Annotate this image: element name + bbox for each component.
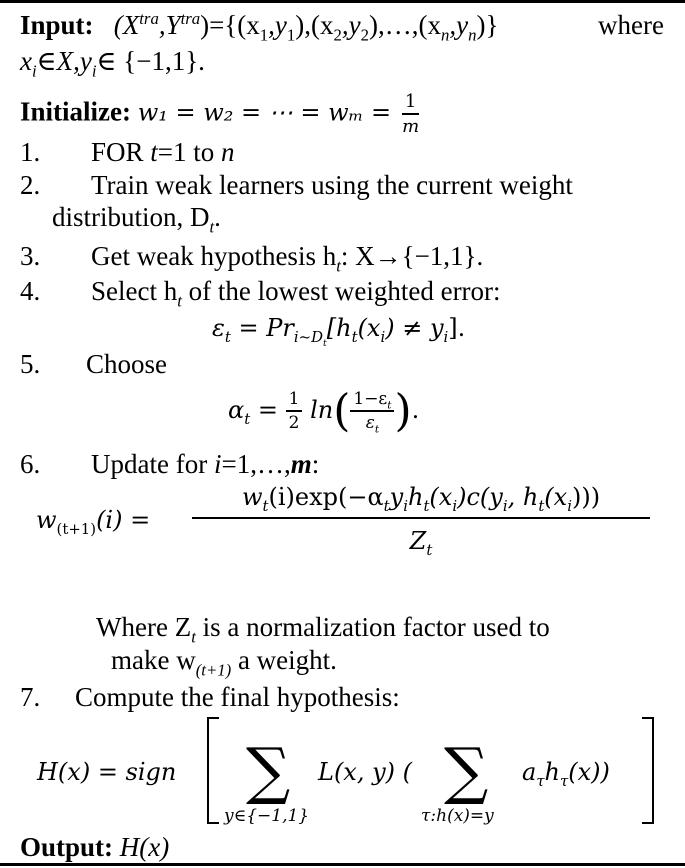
- step-3-number: 3.: [20, 241, 41, 271]
- sum-1-lower-limit: y∈{−1,1}: [224, 806, 310, 826]
- input-label: Input:: [20, 10, 94, 40]
- step-6-text: Update for i=1,…,m:: [91, 449, 320, 479]
- output-label: Output:: [20, 832, 114, 862]
- step-2-number: 2.: [20, 170, 41, 200]
- step-6-numerator: $w_t(i)\exp(-\alpha_ty_ih_t(x_i)c(y_i$, $h_t(x_i)$)): [241, 483, 601, 515]
- step-2-text-2: distribution, $D_t$.: [52, 202, 221, 237]
- step-7-inner: $a_\tau h_\tau(x)$): [522, 758, 610, 790]
- step-6-lhs: $w_{(t+1)}(i)$ =: [36, 506, 151, 538]
- top-rule: [0, 0, 685, 3]
- right-bracket: [642, 717, 654, 824]
- step-4-number: 4.: [20, 276, 41, 306]
- step-1-number: 1.: [20, 137, 41, 167]
- input-line: [20, 9, 499, 45]
- step-5-text: Choose: [86, 349, 167, 379]
- initialize-expr: w₁ = w₂ = ⋯ = wₘ =: [137, 98, 392, 127]
- left-bracket: [207, 717, 219, 824]
- input-set: $(X^{tra},Y^{tra})=\{(x_1,y_1),(x_2,y_2),\dots,(x_n,y_n)\}$: [113, 9, 499, 45]
- step-7-lhs: H(x) = sign: [37, 758, 177, 786]
- step-1-text: FOR t=1 to n: [91, 137, 235, 167]
- step-6-where-1: Where $Z_t$ is a normalization factor used to: [96, 612, 550, 647]
- initialize-label: Initialize:: [20, 96, 131, 127]
- initialize-line: [20, 92, 419, 137]
- sum-2-lower-limit: τ:h(x)=y: [421, 806, 494, 826]
- epsilon-fraction: $\frac{1-\varepsilon_t}{\varepsilon_t}$: [350, 390, 394, 432]
- step-6-fraction-bar: [192, 517, 650, 519]
- step-7-text: Compute the final hypothesis:: [75, 682, 400, 712]
- step-2-text: Train weak learners using the current weight: [91, 170, 573, 200]
- input-where: where: [598, 10, 664, 40]
- step-4-text: Select $h_t$ of the lowest weighted error:: [91, 276, 501, 311]
- initialize-fraction: $\frac{1}{m}$: [402, 91, 420, 137]
- step-6-number: 6.: [20, 449, 41, 479]
- sum-1-symbol: ∑: [246, 734, 291, 807]
- step-6-where-2: make $w_{(t+1)}$ a weight.: [111, 645, 337, 680]
- step-7-middle: L(x, y) (: [318, 758, 413, 786]
- output-value: H(x): [119, 832, 170, 862]
- step-6-denominator: $Z_t$: [409, 527, 433, 559]
- step-5-number: 5.: [20, 349, 41, 379]
- step-4-formula: $\varepsilon_t = Pr_{i\sim D_t}[h_t(x_i) \ne y_i]$.: [212, 314, 466, 349]
- step-5-formula: $\alpha_t$ = $\frac{1}{2}$ ln( $\frac{1-\varepsilon_t}{\varepsilon_t}$ ).: [228, 385, 420, 437]
- step-3-text: Get weak hypothesis $h_t$: X→{−1,1}.: [91, 241, 484, 276]
- bottom-rule: [0, 863, 685, 866]
- input-line-2: $x_i\in X,y_i\in$ {−1,1}.: [20, 46, 205, 81]
- half-fraction: $\frac{1}{2}$: [286, 390, 303, 432]
- output-line: [20, 832, 169, 862]
- step-7-number: 7.: [20, 682, 41, 712]
- sum-2-symbol: ∑: [444, 734, 489, 807]
